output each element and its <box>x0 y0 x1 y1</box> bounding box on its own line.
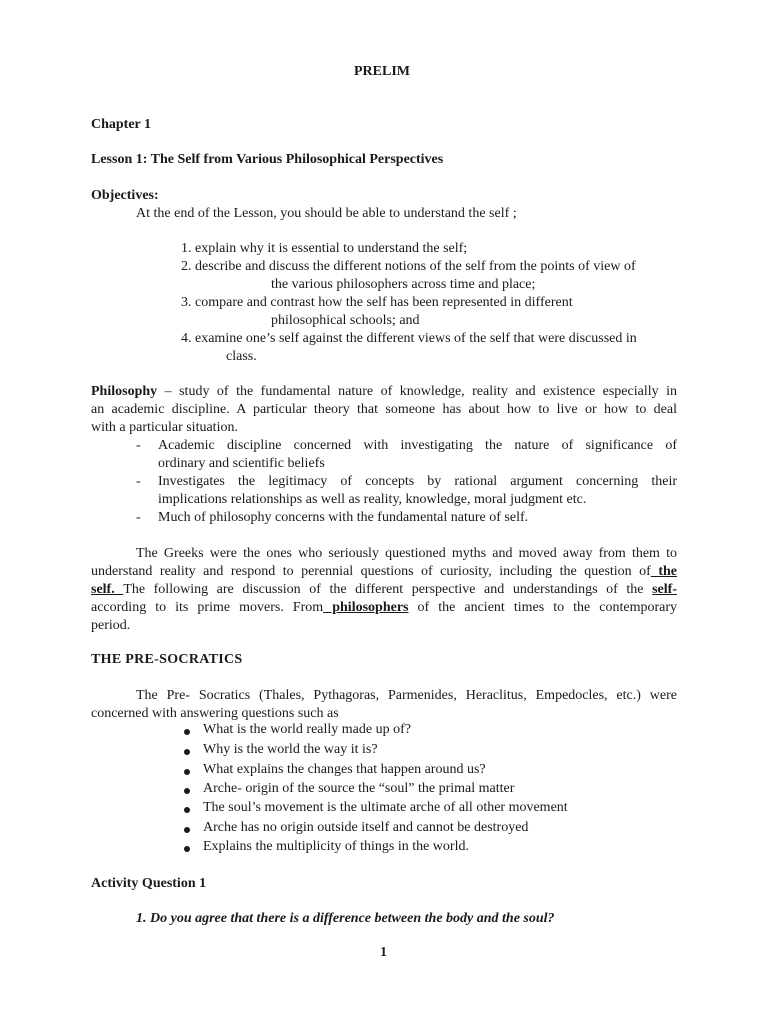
bullet-icon <box>184 788 190 794</box>
bullet-icon <box>184 729 190 735</box>
dash-item-continuation: ordinary and scientific beliefs <box>158 456 325 471</box>
objectives-intro: At the end of the Lesson, you should be able to understand the self ; <box>136 206 517 221</box>
bullet-icon <box>184 827 190 833</box>
list-item: Arche- origin of the source the “soul” the primal matter <box>203 781 515 796</box>
paragraph-line: The following are discussion of the different perspective and understandings of the <box>123 582 653 597</box>
philosophy-line: with a particular situation. <box>91 420 238 435</box>
prelim-title: PRELIM <box>354 64 410 79</box>
objective-item: 1. explain why it is essential to understand the self; <box>181 241 468 256</box>
activity-question: 1. Do you agree that there is a difference between the body and the soul? <box>136 911 555 926</box>
list-item: Why is the world the way it is? <box>203 742 378 757</box>
paragraph-line: The Greeks were the ones who seriously questioned myths and moved away from them to <box>136 546 677 561</box>
philosophy-line: an academic discipline. A particular theory that someone has about how to live or how to deal <box>91 402 677 417</box>
bullet-icon <box>184 749 190 755</box>
bullet-icon <box>184 846 190 852</box>
bullet-icon <box>184 769 190 775</box>
dash-item: Academic discipline concerned with investigating the nature of significance of <box>158 438 677 453</box>
objective-item-continuation: class. <box>226 349 257 364</box>
underlined-term: self. <box>91 582 124 597</box>
list-item: The soul’s movement is the ultimate arche of all other movement <box>203 800 568 815</box>
dash-marker: - <box>136 474 141 489</box>
objective-item-continuation: philosophical schools; and <box>271 313 420 328</box>
philosophy-line: – study of the fundamental nature of knowledge, reality and existence especially in <box>157 384 677 399</box>
objective-item: 3. compare and contrast how the self has been represented in different <box>181 295 573 310</box>
underlined-term: philosophers <box>323 600 409 615</box>
presocratics-intro: concerned with answering questions such as <box>91 706 339 721</box>
dash-marker: - <box>136 438 141 453</box>
list-item: Explains the multiplicity of things in the world. <box>203 839 469 854</box>
objective-item: 4. examine one’s self against the different views of the self that were discussed in <box>181 331 637 346</box>
activity-heading: Activity Question 1 <box>91 876 207 891</box>
lesson-heading: Lesson 1: The Self from Various Philosophical Perspectives <box>91 152 444 167</box>
paragraph-line: of the ancient times to the contemporary <box>408 600 677 615</box>
list-item: What explains the changes that happen around us? <box>203 762 486 777</box>
dash-item-continuation: implications relationships as well as reality, knowledge, moral judgment etc. <box>158 492 587 507</box>
dash-marker: - <box>136 510 141 525</box>
bullet-icon <box>184 807 190 813</box>
dash-item: Much of philosophy concerns with the fundamental nature of self. <box>158 510 529 525</box>
philosophy-term: Philosophy <box>91 384 158 399</box>
objective-item-continuation: the various philosophers across time and place; <box>271 277 536 292</box>
chapter-heading: Chapter 1 <box>91 117 152 132</box>
paragraph-line: understand reality and respond to perennial questions of curiosity, including the question of <box>91 564 651 579</box>
dash-item: Investigates the legitimacy of concepts by rational argument concerning their <box>158 474 677 489</box>
list-item: What is the world really made up of? <box>203 722 411 737</box>
page-number: 1 <box>380 945 387 960</box>
list-item: Arche has no origin outside itself and cannot be destroyed <box>203 820 529 835</box>
presocratics-heading: THE PRE-SOCRATICS <box>91 652 243 667</box>
underlined-term: self- <box>652 582 677 597</box>
underlined-term: the <box>650 564 677 579</box>
presocratics-intro: The Pre- Socratics (Thales, Pythagoras, Parmenides, Heraclitus, Empedocles, etc.) were <box>136 688 677 703</box>
objectives-heading: Objectives: <box>91 188 159 203</box>
paragraph-line: period. <box>91 618 131 633</box>
paragraph-line: according to its prime movers. From <box>91 600 324 615</box>
objective-item: 2. describe and discuss the different notions of the self from the points of view of <box>181 259 636 274</box>
